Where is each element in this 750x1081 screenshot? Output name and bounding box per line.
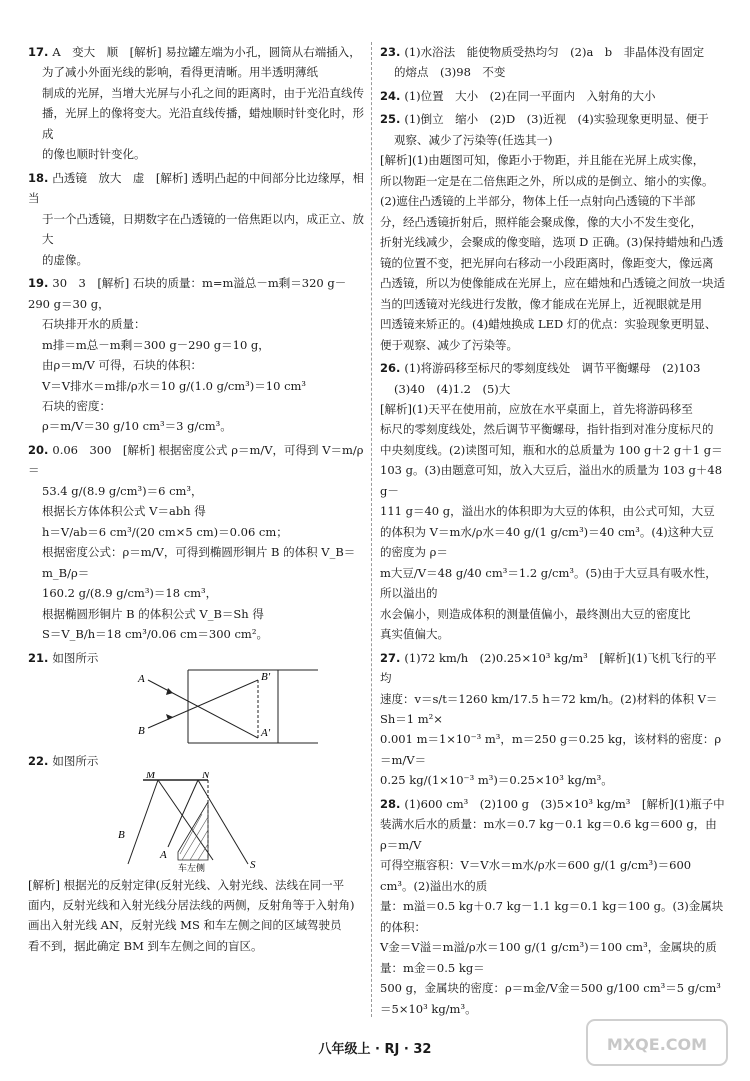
question-25: 25. (1)倒立 缩小 (2)D (3)近视 (4)实验现象更明显、便于 观察、减少了污染等(任选其一) [解析](1)由题图可知，像距小于物距，并且能在光屏上成实像， 所以物距一定是在二倍焦距之外，所以成的是倒立、缩小的实像。 (2)遮住凸透镜的上半部分，物体上任一点射向凸透镜的下半部 分，经凸透镜折射后，照样能会聚成像，像的大小不发生变化， 折射光线减少，会聚成的像变暗，选项 D 正确。(3)保持蜡烛和凸透 镜的位置不变，把光屏向右移动一小段距离时，像距变大，像远离 凸透镜，所以为使像能成在光屏上，应在蜡烛和凸透镜之间放一块适 当的凹透镜对光线进行发散，像才能成在光屏上，近视眼就是用 凹透镜来矫正的。(4)蜡烛换成 LED 灯的优点：实验现象更明显、 便于观察、减少了污染等。 xyxy=(380,112,725,352)
question-18: 18. 凸透镜 放大 虚 [解析] 透明凸起的中间部分比边缘厚，相当 于一个凸透镜，日期数字在凸透镜的一倍焦距以内，成正立、放大 的虚像。 xyxy=(28,170,365,267)
car-mirror-diagram xyxy=(98,772,298,872)
label-A: A xyxy=(138,673,145,686)
question-22-analysis: [解析] 根据光的反射定律(反射光线、入射光线、法线在同一平 面内，反射光线和入射光线分居法线的两侧，反射角等于入射角) 画出入射光线 AN，反射光线 MS 和车左侧之间的区域驾驶员 看不到，据此确定 BM 到车左侧之间的盲区。 xyxy=(28,877,355,953)
watermark-text: MXQE.COM xyxy=(606,1035,708,1054)
question-17: 17. A 变大 顺 [解析] 易拉罐左端为小孔，圆筒从右端插入， 为了减小外面光线的影响，看得更清晰。用半透明薄纸 制成的光屏，当增大光屏与小孔之间的距离时，由于光沿直线传 播，光屏上的像将变大。光沿直线传播，蜡烛顺时针变化时，形成 的像也顺时针变化。 xyxy=(28,45,364,162)
mirror-image-diagram xyxy=(118,668,318,748)
question-26: 26. (1)将游码移至标尺的零刻度线处 调节平衡螺母 (2)103 (3)40 (4)1.2 (5)大 [解析](1)天平在使用前，应放在水平桌面上，首先将游码移至 标尺的零刻度线处，然后调节平衡螺母，指针指到对准分度标尺的 中央刻度线。(2)读图可知，瓶和水的总质量为 100 g＋2 g＋1 g＝ 103 g。(3)由题意可知，放入大豆后，溢出水的质量为 103 g＋48 g－ 111 g＝40 g，溢出水的体积即为大豆的体积，由公式可知，大豆 的体积为 V＝m水/ρ水＝40 g/(1 g/cm³)＝40 cm³。(4)这种大豆的密度为 ρ＝ m大豆/V＝48 g/40 cm³＝1.2 g/cm³。(5)由于大豆具有吸水性，所以溢出的 水会偏小，则造成体积的测量值偏小，最终测出大豆的密度比 真实值偏大。 xyxy=(380,361,723,642)
question-21: 21. 如图所示 A B B′ A′ xyxy=(28,648,364,748)
label-M: M xyxy=(146,771,156,781)
label-S: S xyxy=(250,858,256,871)
question-22: 22. 如图所示 M N A B S 车左侧 xyxy=(28,751,364,871)
column-divider xyxy=(371,42,372,1017)
page-footer: 八年级上 · RJ · 32 xyxy=(318,1042,432,1057)
label-car-left-side: 车左侧 xyxy=(178,863,206,872)
label-A: A xyxy=(160,848,167,861)
label-B-prime: B′ xyxy=(261,671,271,684)
watermark-logo xyxy=(582,1015,732,1070)
question-23: 23. (1)水浴法 能使物质受热均匀 (2)a b 非晶体没有固定 的熔点 (3)98 不变 xyxy=(380,45,705,80)
label-B: B xyxy=(138,725,145,738)
right-column xyxy=(380,42,725,1022)
question-27: 27. (1)72 km/h (2)0.25×10³ kg/m³ [解析](1)飞机飞行的平均 速度：v＝s/t＝1260 km/17.5 h＝72 km/h。(2)材料的体积 V＝Sh＝1 m²× 0.001 m＝1×10⁻³ m³，m＝250 g＝0.25 kg，该材料的密度：ρ＝m/V＝ 0.25 kg/(1×10⁻³ m³)＝0.25×10³ kg/m³。 xyxy=(380,650,722,788)
left-column xyxy=(28,42,364,959)
question-24: 24. (1)位置 大小 (2)在同一平面内 入射角的大小 xyxy=(380,88,656,103)
label-A-prime: A′ xyxy=(261,727,271,740)
label-N: N xyxy=(202,771,210,781)
question-28: 28. (1)600 cm³ (2)100 g (3)5×10³ kg/m³ [解析](1)瓶子中 装满水后水的质量：m水＝0.7 kg－0.1 kg＝0.6 kg＝600 g，由 ρ＝m/V 可得空瓶容积：V＝V水＝m水/ρ水＝600 g/(1 g/cm³)＝600 cm³。(2)溢出水的质 量：m溢＝0.5 kg＋0.7 kg－1.1 kg＝0.1 kg＝100 g。(3)金属块的体积： V金＝V溢＝m溢/ρ水＝100 g/(1 g/cm³)＝100 cm³，金属块的质量：m金＝0.5 kg＝ 500 g，金属块的密度：ρ＝m金/V金＝500 g/100 cm³＝5 g/cm³＝5×10³ kg/m³。 xyxy=(380,796,725,1016)
label-B: B xyxy=(118,828,125,841)
question-20: 20. 0.06 300 [解析] 根据密度公式 ρ＝m/V，可得到 V＝m/ρ＝ 53.4 g/(8.9 g/cm³)＝6 cm³， 根据长方体体积公式 V＝abh 得 h＝V/ab＝6 cm³/(20 cm×5 cm)＝0.06 cm； 根据密度公式：ρ＝m/V，可得到椭圆形铜片 B 的体积 V_B＝m_B/ρ＝ 160.2 g/(8.9 g/cm³)＝18 cm³， 根据椭圆形铜片 B 的体积公式 V_B＝Sh 得 S＝V_B/h＝18 cm³/0.06 cm＝300 cm²。 xyxy=(28,442,364,642)
question-19: 19. 30 3 [解析] 石块的质量：m=m溢总－m剩＝320 g－290 g＝30 g， 石块排开水的质量： m排＝m总－m剩＝300 g－290 g＝10 g， 由ρ＝m/V 可得，石块的体积： V＝V排水＝m排/ρ水＝10 g/(1.0 g/cm³)＝10 cm³ 石块的密度： ρ＝m/V＝30 g/10 cm³＝3 g/cm³。 xyxy=(28,276,347,434)
